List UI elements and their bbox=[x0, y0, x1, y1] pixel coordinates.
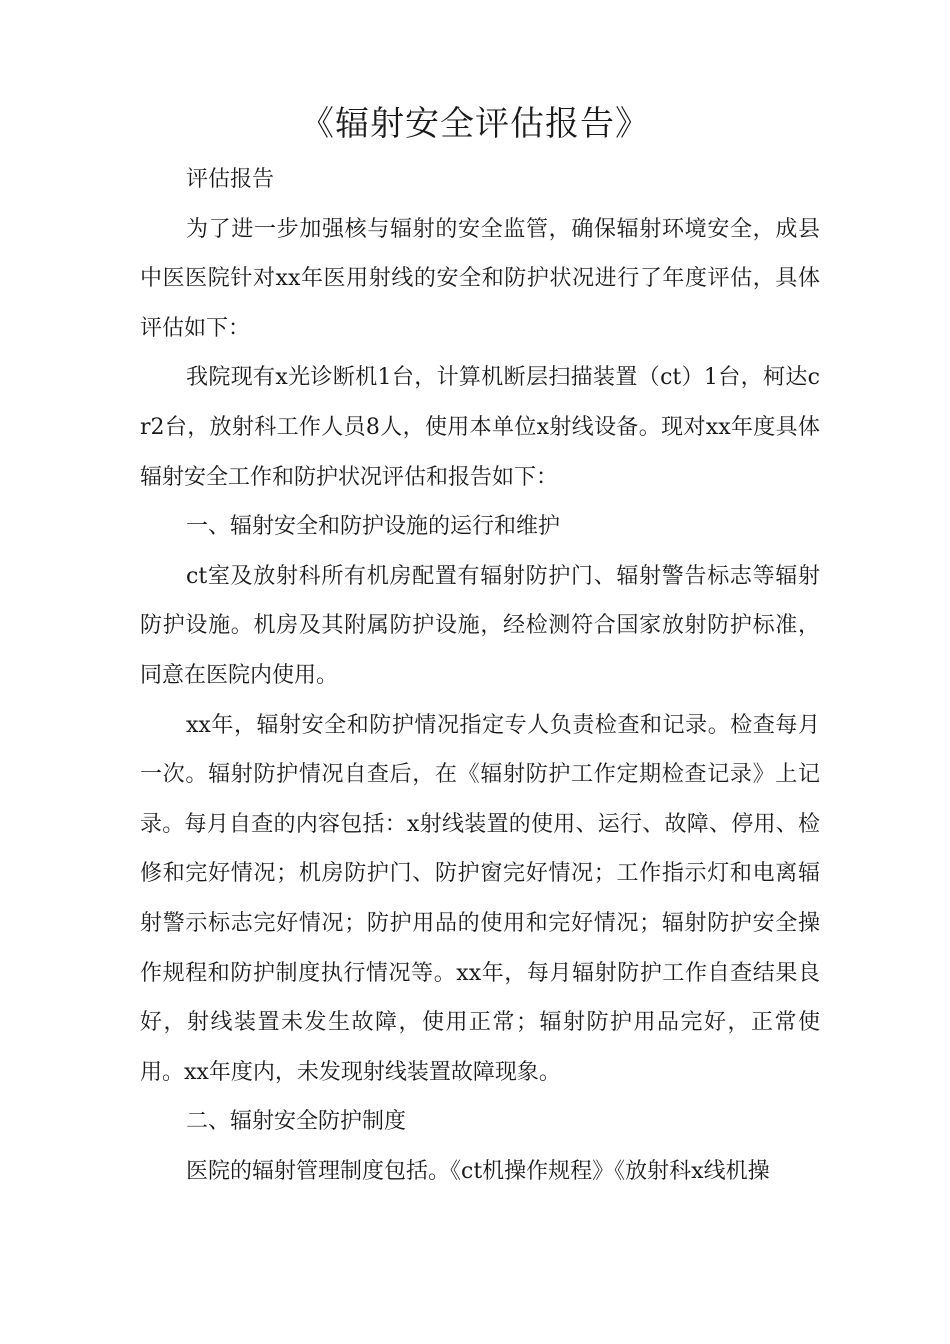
paragraph-facilities: ct室及放射科所有机房配置有辐射防护门、辐射警告标志等辐射防护设施。机房及其附属防护设施，经检测符合国家放射防护标准，同意在医院内使用。 bbox=[140, 563, 820, 688]
paragraph-equipment: 我院现有x光诊断机1台，计算机断层扫描装置（ct）1台，柯达cr2台，放射科工作人员8人，使用本单位x射线设备。现对xx年度具体辐射安全工作和防护状况评估和报告如下： bbox=[140, 365, 820, 490]
paragraph-intro: 为了进一步加强核与辐射的安全监管，确保辐射环境安全，成县中医医院针对xx年医用射线的安全和防护状况进行了年度评估，具体评估如下： bbox=[140, 216, 820, 341]
paragraph-regulations: 医院的辐射管理制度包括。《ct机操作规程》《放射科x线机操 bbox=[186, 1158, 770, 1184]
paragraph-subtitle: 评估报告 bbox=[186, 167, 275, 192]
document-title: 《辐射安全评估报告》 bbox=[300, 104, 650, 144]
section-heading-1: 一、辐射安全和防护设施的运行和维护 bbox=[186, 514, 561, 540]
document-body bbox=[140, 155, 820, 1196]
section-heading-2: 二、辐射安全防护制度 bbox=[186, 1109, 407, 1135]
paragraph-inspection: xx年，辐射安全和防护情况指定专人负责检查和记录。检查每月一次。辐射防护情况自查后，在《辐射防护工作定期检查记录》上记录。每月自查的内容包括：x射线装置的使用、运行、故障、停用、检修和完好情况；机房防护门、防护窗完好情况；工作指示灯和电离辐射警示标志完好情况；防护用品的使用和完好情况；辐射防护安全操作规程和防护制度执行情况等。xx年，每月辐射防护工作自查结果良好，射线装置未发生故障，使用正常；辐射防护用品完好，正常使用。xx年度内，未发现射线装置故障现象。 bbox=[140, 712, 820, 1085]
